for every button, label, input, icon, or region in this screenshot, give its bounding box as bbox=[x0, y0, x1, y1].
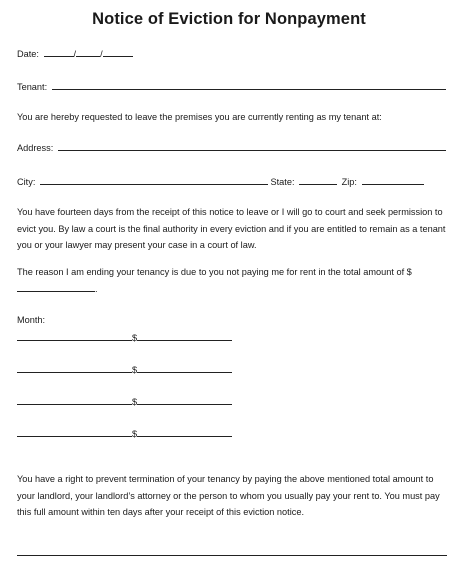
month-label: Month: bbox=[17, 315, 46, 325]
rights-paragraph: You have a right to prevent termination of your tenancy by paying the above mentioned total amount to your landlord, your landlord’s attorney or the person to whom you usually pay your rent to. You must pay this full amount within ten days after your receipt of this eviction notice. bbox=[17, 474, 440, 517]
month-row bbox=[17, 363, 232, 375]
dollar-sign: $ bbox=[132, 397, 138, 407]
total-amount-field[interactable] bbox=[17, 282, 95, 292]
date-row bbox=[17, 47, 133, 60]
document-title: Notice of Eviction for Nonpayment bbox=[92, 10, 366, 28]
address-label: Address: bbox=[17, 143, 54, 153]
month-name-field[interactable] bbox=[17, 331, 132, 341]
reason-paragraph bbox=[17, 264, 447, 297]
month-row bbox=[17, 395, 232, 407]
signature-line[interactable] bbox=[17, 555, 447, 556]
city-field[interactable] bbox=[40, 175, 268, 185]
address-field[interactable] bbox=[58, 141, 446, 151]
month-row bbox=[17, 331, 232, 343]
address-row bbox=[17, 141, 446, 154]
tenant-label: Tenant: bbox=[17, 82, 48, 92]
reason-text: The reason I am ending your tenancy is due to you not paying me for rent in the total amount of $ bbox=[17, 267, 412, 277]
state-field[interactable] bbox=[299, 175, 337, 185]
state-label: State: bbox=[270, 177, 295, 187]
date-separator: / bbox=[100, 49, 103, 59]
city-label: City: bbox=[17, 177, 36, 187]
month-name-field[interactable] bbox=[17, 395, 132, 405]
dollar-sign: $ bbox=[132, 365, 138, 375]
notice-paragraph: You have fourteen days from the receipt of this notice to leave or I will go to court and seek permission to evict you. By law a court is the final authority in every eviction and if you are entitled to remain as a tenant you or your lawyer may present your case in a court of law. bbox=[17, 207, 446, 250]
dollar-sign: $ bbox=[132, 333, 138, 343]
city-state-zip-row bbox=[17, 175, 424, 188]
month-amount-field[interactable] bbox=[137, 427, 232, 437]
dollar-sign: $ bbox=[132, 429, 138, 439]
month-name-field[interactable] bbox=[17, 427, 132, 437]
tenant-row bbox=[17, 80, 446, 93]
month-amount-field[interactable] bbox=[137, 331, 232, 341]
request-text: You are hereby requested to leave the premises you are currently renting as my tenant at: bbox=[17, 112, 382, 122]
reason-end: . bbox=[95, 283, 98, 294]
date-month-field[interactable] bbox=[44, 47, 74, 57]
tenant-field[interactable] bbox=[52, 80, 446, 90]
date-year-field[interactable] bbox=[103, 47, 133, 57]
month-amount-field[interactable] bbox=[137, 363, 232, 373]
month-amount-field[interactable] bbox=[137, 395, 232, 405]
month-row bbox=[17, 427, 232, 439]
date-label: Date: bbox=[17, 49, 39, 59]
date-separator: / bbox=[73, 49, 77, 59]
month-name-field[interactable] bbox=[17, 363, 132, 373]
zip-label: Zip: bbox=[341, 177, 357, 187]
zip-field[interactable] bbox=[362, 175, 424, 185]
date-day-field[interactable] bbox=[73, 47, 100, 59]
